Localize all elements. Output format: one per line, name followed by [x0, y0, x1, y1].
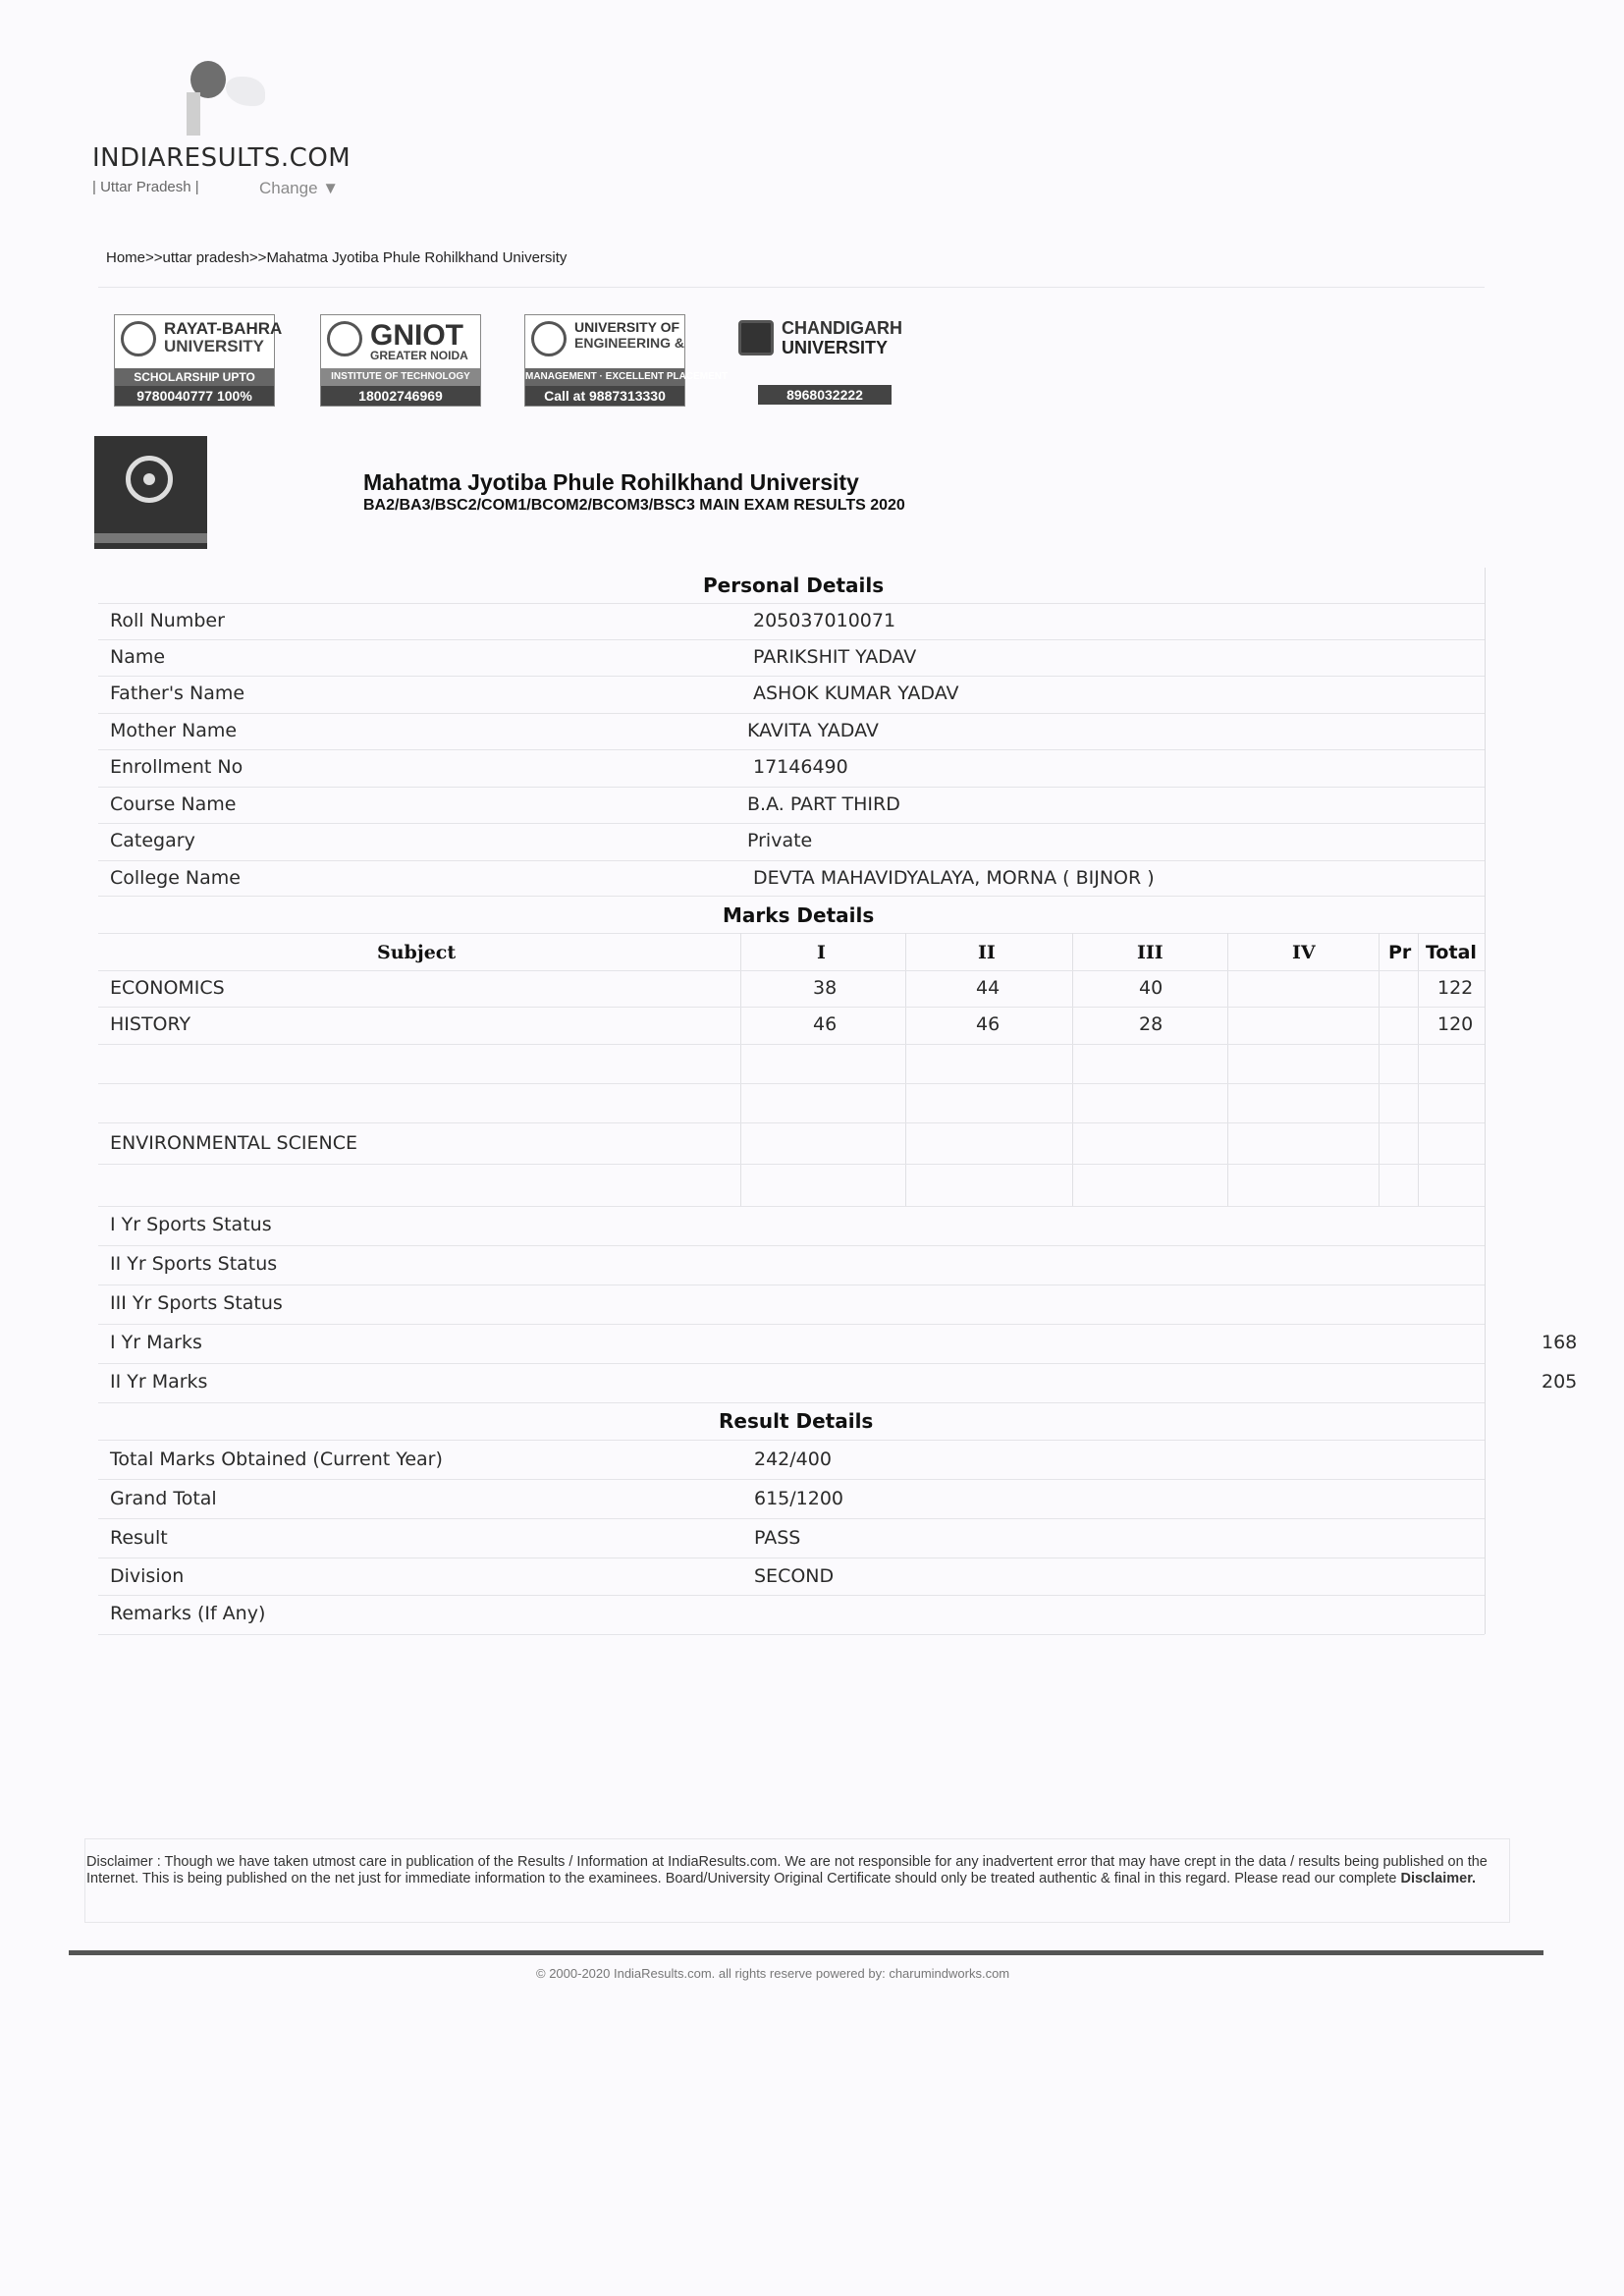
ad-line4: 8968032222 [758, 385, 892, 405]
detail-row [98, 1558, 1485, 1596]
detail-row [98, 860, 1485, 897]
breadcrumb[interactable]: Home>>uttar pradesh>>Mahatma Jyotiba Phule Rohilkhand University [106, 249, 568, 266]
disclaimer-link[interactable]: Disclaimer. [1400, 1871, 1477, 1886]
row-label: Result [110, 1527, 168, 1549]
row-label: Name [110, 646, 166, 668]
ad-line2: UNIVERSITY [164, 337, 265, 355]
ad-line3: SCHOLARSHIP UPTO [115, 368, 274, 386]
row-label: II Yr Marks [110, 1371, 208, 1393]
mark-cell: 38 [813, 977, 838, 999]
col-subject: Subject [377, 942, 457, 963]
ad-banner-chandigarh[interactable] [732, 314, 902, 405]
disclaimer-text [86, 1854, 1510, 1887]
detail-row [98, 749, 1485, 788]
logo-map-icon [226, 77, 265, 106]
division-value: SECOND [754, 1565, 835, 1587]
col-total: Total [1426, 942, 1477, 963]
detail-row [98, 1206, 1485, 1246]
ad-line3: MANAGEMENT · EXCELLENT PLACEMENT [525, 368, 684, 386]
university-title: Mahatma Jyotiba Phule Rohilkhand University [363, 469, 859, 495]
row-label: Enrollment No [110, 756, 244, 778]
row-label: III Yr Sports Status [110, 1292, 283, 1314]
ad-line2: UNIVERSITY [782, 338, 889, 357]
ad-line4: 18002746969 [321, 386, 480, 406]
detail-row [98, 1518, 1485, 1558]
marks-header-row [98, 933, 1485, 971]
detail-row [98, 823, 1485, 861]
row-value: 205037010071 [753, 610, 896, 631]
col-i: I [817, 942, 826, 963]
disclaimer-body: Disclaimer : Though we have taken utmost care in publication of the Results / Information at IndiaResults.com. We are not responsible for any inadvertent error that may have crept in the data / results being published on the Internet. This is being published on the net just for immediate information to the examinees. Board/University Original Certificate should only be treated authentic & final in this regard. Please read our complete [86, 1854, 1488, 1886]
mark-cell: 46 [813, 1013, 838, 1035]
mark-cell: 44 [976, 977, 1001, 999]
col-iv: IV [1292, 942, 1316, 963]
col-ii: II [978, 942, 996, 963]
row-value: 17146490 [753, 756, 848, 778]
row-value: 168 [1542, 1332, 1578, 1353]
detail-row [98, 1324, 1578, 1364]
ad-banner-uem[interactable] [524, 314, 729, 407]
row-label: Course Name [110, 793, 237, 815]
row-value: ASHOK KUMAR YADAV [753, 683, 959, 704]
row-label: College Name [110, 867, 241, 889]
copyright-text: © 2000-2020 IndiaResults.com. all rights reserve powered by: charumindworks.com [536, 1966, 1010, 1981]
change-state-link[interactable]: Change ▼ [259, 179, 340, 197]
section-header-row [98, 896, 1485, 934]
row-value: DEVTA MAHAVIDYALAYA, MORNA ( BIJNOR ) [753, 867, 1155, 889]
col-pr: Pr [1388, 942, 1412, 963]
logo-text: INDIARESULTS.COM [92, 143, 352, 173]
detail-row [98, 1245, 1485, 1285]
total-cell: 122 [1437, 977, 1474, 999]
table-row [98, 1164, 1485, 1207]
row-value: KAVITA YADAV [747, 720, 879, 741]
footer-divider [69, 1950, 1543, 1955]
marks-details-heading: Marks Details [723, 903, 875, 927]
detail-row [98, 639, 1485, 677]
seal-icon [121, 321, 156, 356]
row-label: I Yr Marks [110, 1332, 202, 1353]
ad-line2: GREATER NOIDA [370, 349, 468, 362]
detail-row [98, 713, 1485, 750]
table-row [98, 1122, 1485, 1165]
col-iii: III [1137, 942, 1164, 963]
state-label: | Uttar Pradesh | [92, 179, 199, 195]
mark-cell: 40 [1139, 977, 1164, 999]
row-label: II Yr Sports Status [110, 1253, 278, 1275]
seal-icon [531, 321, 567, 356]
ad-line1: GNIOT [370, 319, 463, 352]
table-row [98, 1007, 1485, 1045]
row-label: Remarks (If Any) [110, 1603, 266, 1624]
detail-row [98, 1440, 1485, 1480]
university-emblem [94, 436, 207, 549]
detail-row [98, 1479, 1485, 1519]
row-value: B.A. PART THIRD [747, 793, 900, 815]
row-label: Grand Total [110, 1488, 217, 1509]
subject-cell: ECONOMICS [110, 977, 225, 999]
divider [98, 287, 1485, 288]
section-header-row [98, 1402, 1485, 1441]
mark-cell: 28 [1139, 1013, 1164, 1035]
site-logo[interactable] [92, 61, 352, 197]
ad-line4: Call at 9887313330 [525, 386, 684, 406]
personal-details-heading: Personal Details [703, 574, 885, 597]
section-header-row [98, 568, 1485, 604]
ad-line1: CHANDIGARH [782, 318, 902, 338]
result-details-heading: Result Details [719, 1409, 874, 1433]
row-value: Private [747, 830, 813, 851]
row-value: 615/1200 [754, 1488, 844, 1509]
ad-line2: ENGINEERING & [574, 335, 685, 351]
row-label: Total Marks Obtained (Current Year) [110, 1449, 443, 1470]
ad-line1: UNIVERSITY OF [574, 319, 680, 335]
detail-row [98, 1363, 1578, 1403]
ad-line3: INSTITUTE OF TECHNOLOGY [321, 368, 480, 386]
row-label: Categary [110, 830, 195, 851]
detail-row [98, 603, 1485, 640]
result-value: PASS [754, 1527, 801, 1549]
env-science-label: ENVIRONMENTAL SCIENCE [110, 1132, 357, 1154]
table-row [98, 970, 1485, 1008]
exam-title: BA2/BA3/BSC2/COM1/BCOM2/BCOM3/BSC3 MAIN EXAM RESULTS 2020 [363, 497, 905, 514]
ad-line1: RAYAT-BAHRA [164, 319, 283, 338]
total-cell: 120 [1437, 1013, 1474, 1035]
mark-cell: 46 [976, 1013, 1001, 1035]
detail-row [98, 787, 1485, 824]
row-label: I Yr Sports Status [110, 1214, 272, 1235]
row-value: 242/400 [754, 1449, 832, 1470]
cu-logo-icon [738, 320, 774, 355]
detail-row [98, 1285, 1485, 1325]
detail-row [98, 1595, 1485, 1635]
detail-row [98, 676, 1485, 714]
table-row [98, 1083, 1485, 1123]
row-label: Father's Name [110, 683, 245, 704]
row-label: Roll Number [110, 610, 225, 631]
seal-icon [327, 321, 362, 356]
row-value: 205 [1542, 1371, 1578, 1393]
logo-bar-icon [187, 92, 200, 136]
ad-banner-rayat-bahra[interactable] [114, 314, 283, 407]
ad-banner-gniot[interactable] [320, 314, 481, 407]
table-row [98, 1044, 1485, 1084]
row-label: Mother Name [110, 720, 238, 741]
ad-line4: 9780040777 100% [115, 386, 274, 406]
row-value: PARIKSHIT YADAV [753, 646, 917, 668]
row-label: Division [110, 1565, 185, 1587]
subject-cell: HISTORY [110, 1013, 191, 1035]
